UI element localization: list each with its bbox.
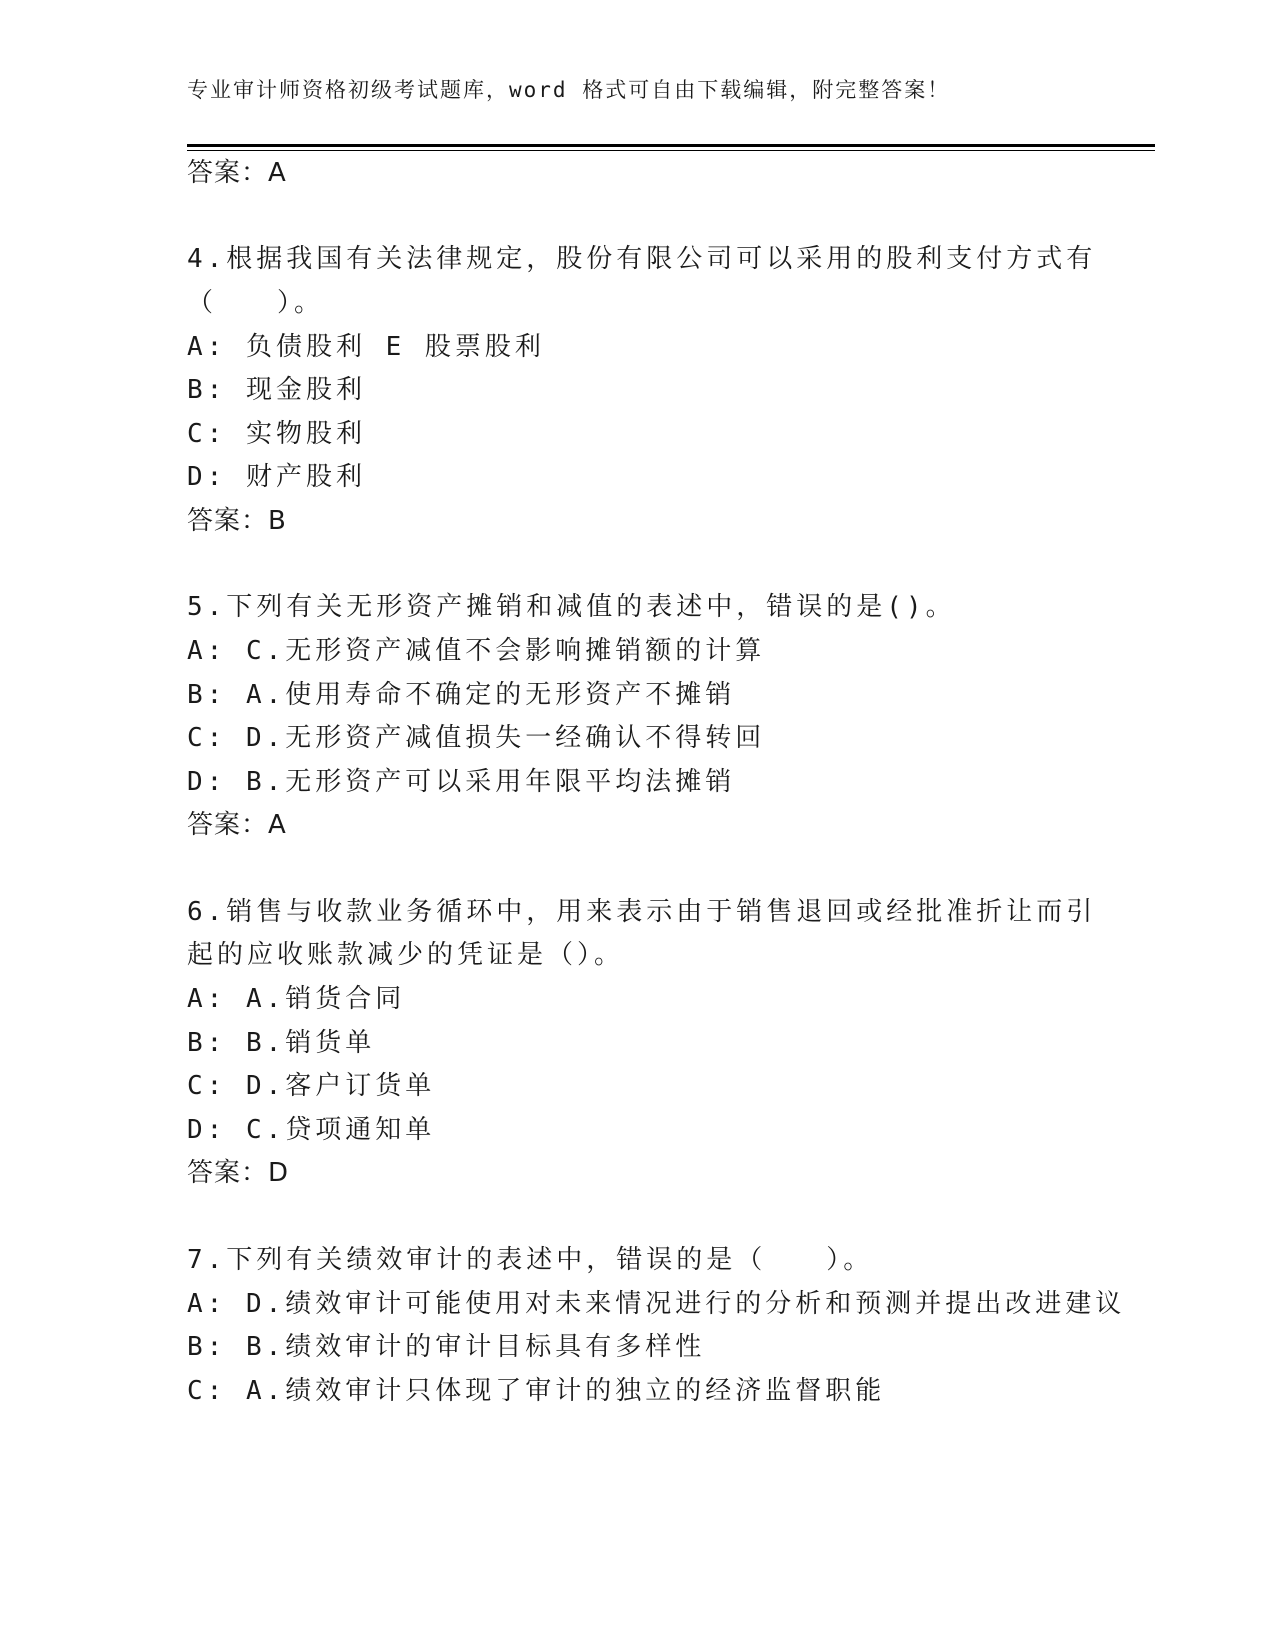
option-c: C: D.无形资产减值损失一经确认不得转回 [187, 723, 766, 753]
option-b: B: B.销货单 [187, 1028, 376, 1058]
option-d: D: B.无形资产可以采用年限平均法摊销 [187, 767, 736, 797]
page-header: 专业审计师资格初级考试题库，word 格式可自由下载编辑，附完整答案！ [187, 78, 951, 102]
option-c: C: 实物股利 [187, 419, 366, 449]
question-stem: （ ）。 [187, 288, 325, 318]
option-b: B: B.绩效审计的审计目标具有多样性 [187, 1332, 706, 1362]
question-stem: 5.下列有关无形资产摊销和减值的表述中，错误的是()。 [187, 592, 956, 622]
option-a: A: A.销货合同 [187, 984, 406, 1014]
option-a: A: C.无形资产减值不会影响摊销额的计算 [187, 636, 766, 666]
question-stem: 6.销售与收款业务循环中，用来表示由于销售退回或经批准折让而引 [187, 897, 1097, 927]
option-b: B: 现金股利 [187, 375, 366, 405]
option-c: C: A.绩效审计只体现了审计的独立的经济监督职能 [187, 1376, 886, 1406]
question-stem: 7.下列有关绩效审计的表述中，错误的是（ ）。 [187, 1245, 874, 1275]
question-stem: 4.根据我国有关法律规定，股份有限公司可以采用的股利支付方式有 [187, 244, 1097, 274]
answer-line: 答案：A [187, 158, 287, 188]
answer-line: 答案：B [187, 506, 287, 536]
answer-line: 答案：A [187, 810, 287, 840]
answer-line: 答案：D [187, 1158, 290, 1188]
option-b: B: A.使用寿命不确定的无形资产不摊销 [187, 680, 736, 710]
option-d: D: C.贷项通知单 [187, 1115, 436, 1145]
option-c: C: D.客户订货单 [187, 1071, 436, 1101]
option-d: D: 财产股利 [187, 462, 366, 492]
option-a: A: 负债股利 E 股票股利 [187, 332, 545, 362]
header-rule-thick [187, 144, 1155, 147]
header-rule-thin [187, 150, 1155, 151]
option-a: A: D.绩效审计可能使用对未来情况进行的分析和预测并提出改进建议 [187, 1289, 1126, 1319]
question-stem: 起的应收账款减少的凭证是（）。 [187, 940, 625, 970]
